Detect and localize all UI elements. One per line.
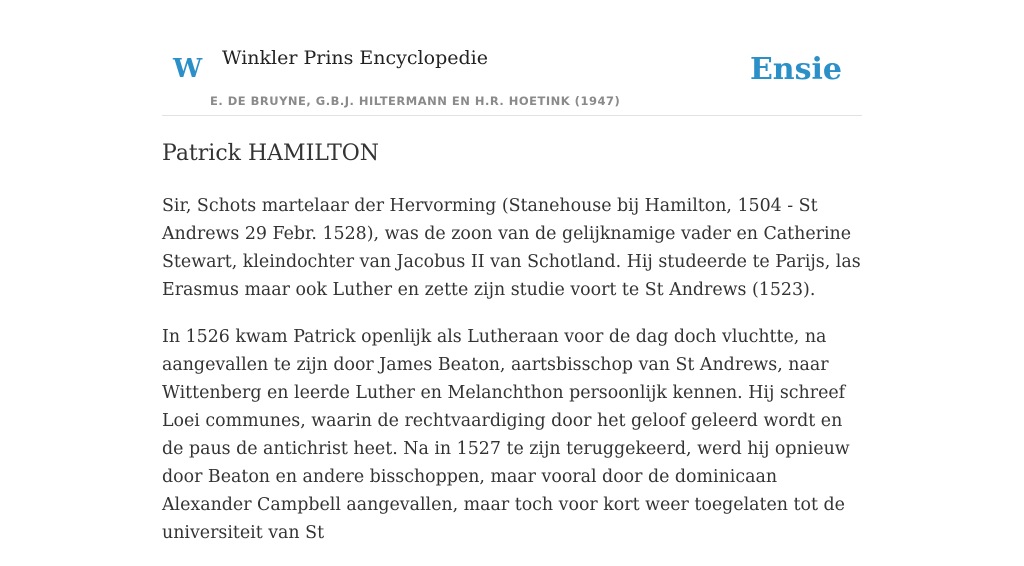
article-title: Patrick HAMILTON bbox=[162, 141, 380, 166]
article-body bbox=[162, 192, 867, 566]
ensie-logo[interactable]: Ensie bbox=[749, 52, 842, 87]
article-paragraph: Sir, Schots martelaar der Hervorming (Stanehouse bij Hamilton, 1504 - St Andrews 29 Febr. 1528), was de zoon van de gelijknamige vader en Catherine Stewart, kleindochter van Jacobus II van Schotland. Hij studeerde te Parijs, las Erasmus maar ook Luther en zette zijn studie voort te St Andrews (1523). bbox=[162, 196, 861, 300]
source-title[interactable]: Winkler Prins Encyclopedie bbox=[222, 47, 488, 69]
source-header bbox=[162, 0, 862, 116]
content-container bbox=[162, 0, 862, 543]
source-authors: E. DE BRUYNE, G.B.J. HILTERMANN EN H.R. HOETINK (1947) bbox=[210, 94, 621, 108]
winkler-prins-logo-icon: W bbox=[173, 54, 203, 84]
article-paragraph: In 1526 kwam Patrick openlijk als Lutheraan voor de dag doch vluchtte, na aangevallen te zijn door James Beaton, aartsbisschop van St Andrews, naar Wittenberg en leerde Luther en Melanchthon persoonlijk kennen. Hij schreef Loei communes, waarin de rechtvaardiging door het geloof geleerd wordt en de paus de antichrist heet. Na in 1527 te zijn teruggekeerd, werd hij opnieuw door Beaton en andere bisschoppen, maar vooral door de dominicaan Alexander Campbell aangevallen, maar toch voor kort weer toegelaten tot de universiteit van St bbox=[162, 327, 850, 543]
